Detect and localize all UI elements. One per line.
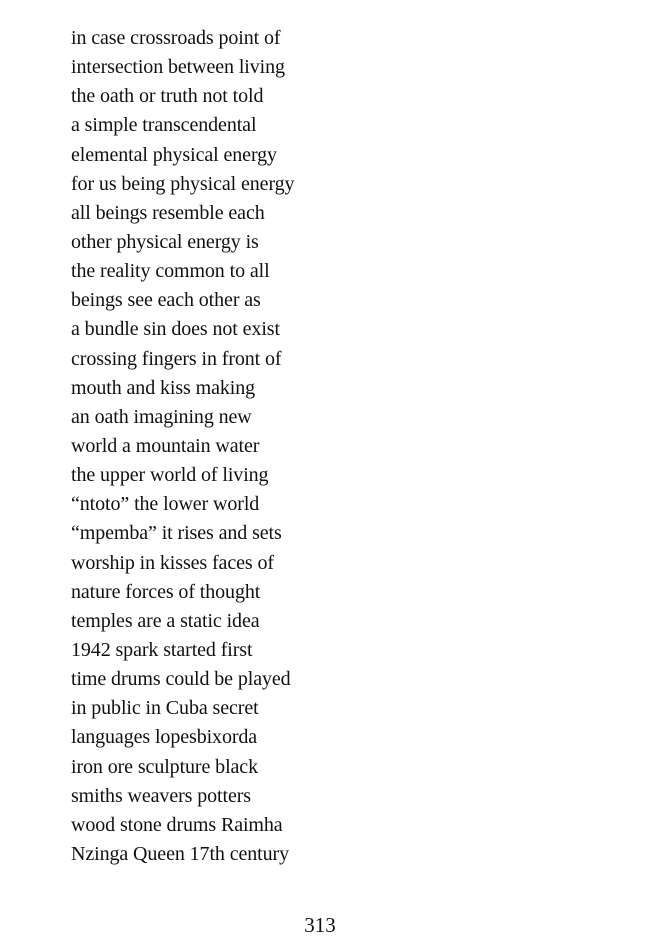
poem-line: crossing fingers in front of [71,347,282,370]
poem-line: other physical energy is [71,230,259,253]
poem-line: in case crossroads point of [71,27,281,49]
poem-line: in public in Cuba secret [71,697,259,720]
poem-line: beings see each other as [71,289,261,312]
poem-line: elemental physical energy [71,143,277,166]
poem-line: the upper world of living [71,464,269,487]
poem-line: a simple transcendental [71,114,257,137]
poem-line: temples are a static idea [71,609,260,632]
poem-line: “mpemba” it rises and sets [71,522,282,545]
poem-line: Nzinga Queen 17th century [71,842,289,865]
poem-line: time drums could be played [71,668,291,691]
poem-line: all beings resemble each [71,201,265,224]
poem-line: an oath imagining new [71,405,252,428]
poem-line: worship in kisses faces of [71,551,274,574]
poem-line: a bundle sin does not exist [71,318,280,341]
poem-text [71,24,294,869]
page-number: 313 [304,913,336,937]
poem-line: mouth and kiss making [71,376,256,399]
poem-line: the oath or truth not told [71,85,264,108]
poem-line: for us being physical energy [71,172,295,195]
poem-line: 1942 spark started first [71,638,253,661]
poem-line: languages lopesbixorda [71,726,258,749]
poem-line: the reality common to all [71,260,270,283]
poem-line: iron ore sculpture black [71,755,258,778]
poem-line: intersection between living [71,56,285,79]
poem-line: nature forces of thought [71,580,261,603]
poem-line: “ntoto” the lower world [71,493,260,516]
poem-line: world a mountain water [71,434,260,457]
poem-line: wood stone drums Raimha [71,813,283,836]
poem-line: smiths weavers potters [71,784,251,807]
